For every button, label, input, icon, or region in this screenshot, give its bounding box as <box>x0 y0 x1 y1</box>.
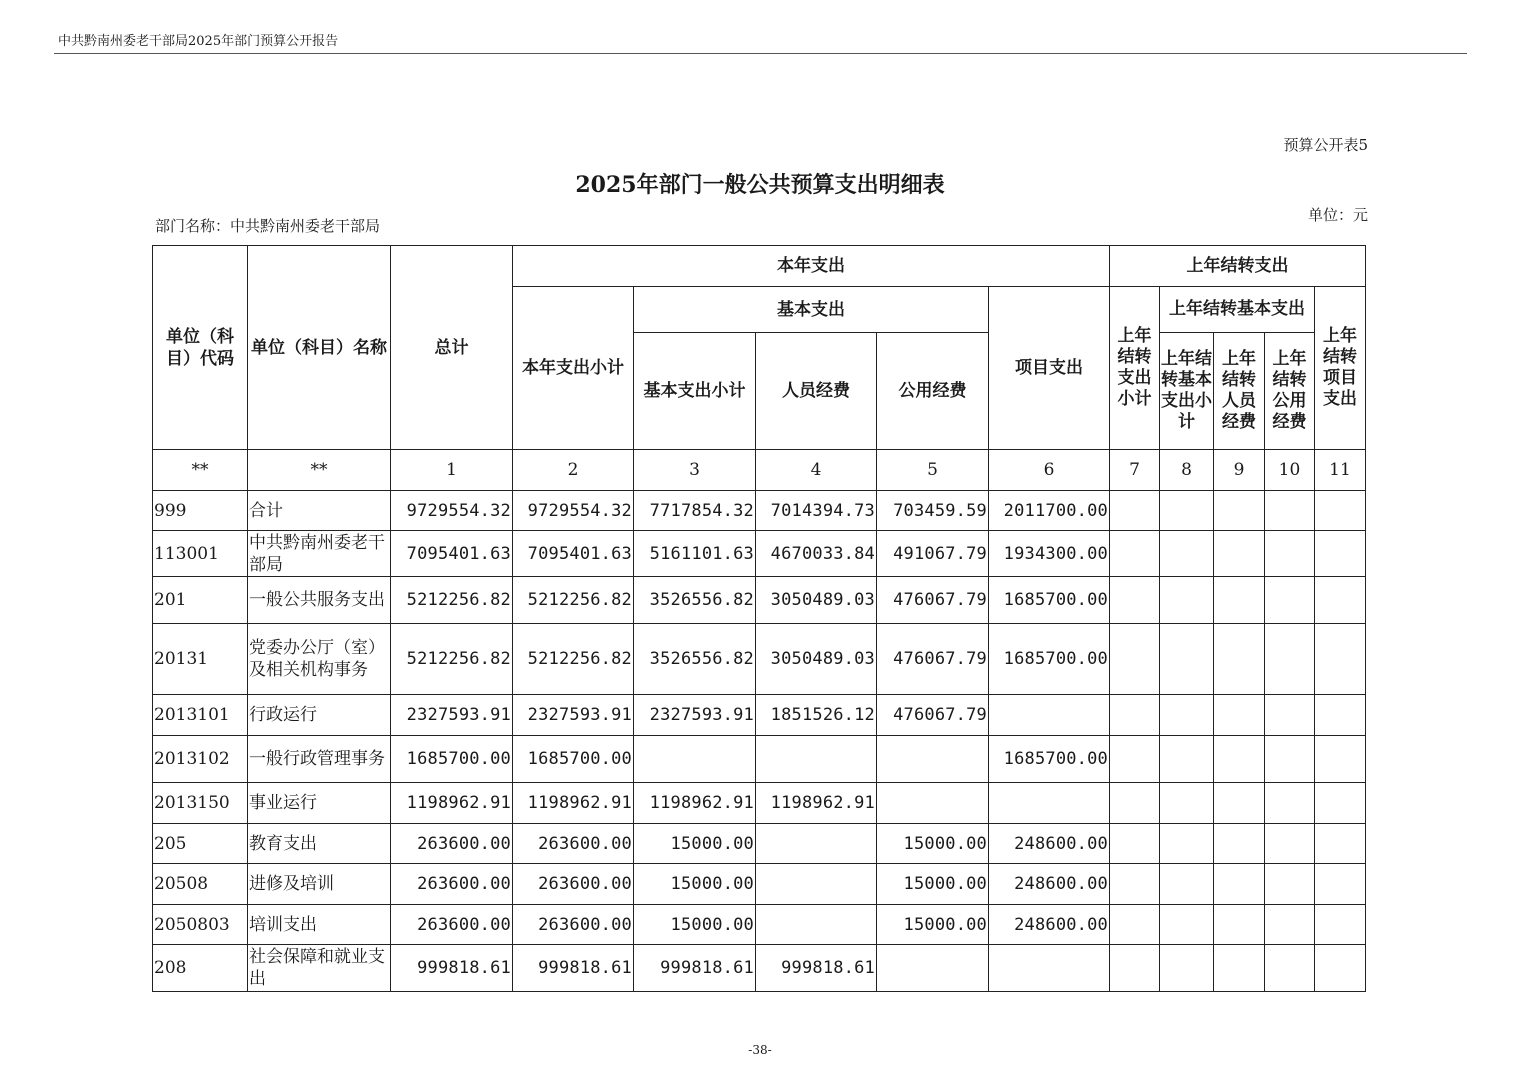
index-cell: 7 <box>1110 450 1160 491</box>
carryover-cell <box>1214 864 1265 905</box>
public-cell: 476067.79 <box>877 577 989 624</box>
carryover-cell <box>1315 624 1366 695</box>
department-name: 部门名称：中共黔南州委老干部局 <box>155 217 381 235</box>
carryover-cell <box>1214 531 1265 577</box>
document-title: 2025年部门一般公共预算支出明细表 <box>575 172 945 198</box>
header-carryover-public: 上年结转公用经费 <box>1265 333 1315 450</box>
personnel-cell: 3050489.03 <box>756 624 877 695</box>
header-basic: 基本支出 <box>634 287 989 333</box>
total-cell: 263600.00 <box>391 824 513 864</box>
basic-subtotal-cell: 15000.00 <box>634 864 756 905</box>
code-cell: 999 <box>153 491 248 531</box>
header-rule <box>54 53 1467 54</box>
total-cell: 7095401.63 <box>391 531 513 577</box>
carryover-cell <box>1110 695 1160 736</box>
carryover-cell <box>1160 824 1214 864</box>
total-cell: 2327593.91 <box>391 695 513 736</box>
table-row <box>153 736 1366 783</box>
personnel-cell: 999818.61 <box>756 945 877 992</box>
project-cell: 1685700.00 <box>989 624 1110 695</box>
carryover-cell <box>1214 577 1265 624</box>
personnel-cell: 3050489.03 <box>756 577 877 624</box>
header-code: 单位（科目）代码 <box>153 246 248 450</box>
personnel-cell <box>756 905 877 945</box>
header-carryover-personnel: 上年结转人员经费 <box>1214 333 1265 450</box>
code-cell: 205 <box>153 824 248 864</box>
name-cell: 行政运行 <box>248 695 391 736</box>
index-cell: 2 <box>513 450 634 491</box>
current-subtotal-cell: 2327593.91 <box>513 695 634 736</box>
currency-unit: 单位：元 <box>1307 206 1368 224</box>
personnel-cell: 7014394.73 <box>756 491 877 531</box>
project-cell: 2011700.00 <box>989 491 1110 531</box>
carryover-cell <box>1160 491 1214 531</box>
table-number: 预算公开表5 <box>1283 136 1368 154</box>
carryover-cell <box>1160 624 1214 695</box>
total-cell: 999818.61 <box>391 945 513 992</box>
total-cell: 5212256.82 <box>391 624 513 695</box>
basic-subtotal-cell: 15000.00 <box>634 905 756 945</box>
table-body <box>153 491 1366 992</box>
current-subtotal-cell: 999818.61 <box>513 945 634 992</box>
public-cell <box>877 945 989 992</box>
name-cell: 社会保障和就业支出 <box>248 945 391 992</box>
carryover-cell <box>1160 905 1214 945</box>
public-cell: 15000.00 <box>877 864 989 905</box>
carryover-cell <box>1315 824 1366 864</box>
basic-subtotal-cell <box>634 736 756 783</box>
total-cell: 263600.00 <box>391 864 513 905</box>
header-carryover-project: 上年结转项目支出 <box>1315 287 1366 450</box>
basic-subtotal-cell: 3526556.82 <box>634 577 756 624</box>
basic-subtotal-cell: 2327593.91 <box>634 695 756 736</box>
carryover-cell <box>1110 864 1160 905</box>
carryover-cell <box>1110 905 1160 945</box>
carryover-cell <box>1214 783 1265 824</box>
carryover-cell <box>1160 577 1214 624</box>
name-cell: 事业运行 <box>248 783 391 824</box>
index-cell: 6 <box>989 450 1110 491</box>
carryover-cell <box>1160 531 1214 577</box>
project-cell <box>989 783 1110 824</box>
carryover-cell <box>1315 945 1366 992</box>
carryover-cell <box>1110 624 1160 695</box>
code-cell: 201 <box>153 577 248 624</box>
total-cell: 5212256.82 <box>391 577 513 624</box>
personnel-cell <box>756 736 877 783</box>
carryover-cell <box>1265 945 1315 992</box>
name-cell: 党委办公厅（室）及相关机构事务 <box>248 624 391 695</box>
table-row <box>153 577 1366 624</box>
carryover-cell <box>1214 624 1265 695</box>
basic-subtotal-cell: 1198962.91 <box>634 783 756 824</box>
code-cell: 2013101 <box>153 695 248 736</box>
basic-subtotal-cell: 5161101.63 <box>634 531 756 577</box>
index-cell: 5 <box>877 450 989 491</box>
project-cell: 1934300.00 <box>989 531 1110 577</box>
index-cell: 9 <box>1214 450 1265 491</box>
total-cell: 1685700.00 <box>391 736 513 783</box>
index-cell: 3 <box>634 450 756 491</box>
current-subtotal-cell: 1198962.91 <box>513 783 634 824</box>
header-carryover-basic-subtotal: 上年结转基本支出小计 <box>1160 333 1214 450</box>
project-cell: 248600.00 <box>989 905 1110 945</box>
personnel-cell: 1198962.91 <box>756 783 877 824</box>
project-cell <box>989 945 1110 992</box>
carryover-cell <box>1265 905 1315 945</box>
index-cell: 4 <box>756 450 877 491</box>
carryover-cell <box>1265 864 1315 905</box>
index-cell: 8 <box>1160 450 1214 491</box>
basic-subtotal-cell: 999818.61 <box>634 945 756 992</box>
index-cell: 1 <box>391 450 513 491</box>
carryover-cell <box>1110 531 1160 577</box>
carryover-cell <box>1214 945 1265 992</box>
header-name: 单位（科目）名称 <box>248 246 391 450</box>
carryover-cell <box>1110 491 1160 531</box>
carryover-cell <box>1315 905 1366 945</box>
index-cell: 11 <box>1315 450 1366 491</box>
name-cell: 进修及培训 <box>248 864 391 905</box>
carryover-cell <box>1315 531 1366 577</box>
carryover-cell <box>1265 577 1315 624</box>
table-row <box>153 783 1366 824</box>
current-subtotal-cell: 5212256.82 <box>513 577 634 624</box>
code-cell: 208 <box>153 945 248 992</box>
carryover-cell <box>1265 531 1315 577</box>
personnel-cell <box>756 864 877 905</box>
carryover-cell <box>1265 736 1315 783</box>
public-cell: 15000.00 <box>877 905 989 945</box>
table-row <box>153 864 1366 905</box>
carryover-cell <box>1160 783 1214 824</box>
index-cell: 10 <box>1265 450 1315 491</box>
project-cell: 1685700.00 <box>989 736 1110 783</box>
carryover-cell <box>1315 695 1366 736</box>
current-subtotal-cell: 9729554.32 <box>513 491 634 531</box>
name-cell: 中共黔南州委老干部局 <box>248 531 391 577</box>
header-personnel: 人员经费 <box>756 333 877 450</box>
carryover-cell <box>1265 695 1315 736</box>
table-row <box>153 945 1366 992</box>
carryover-cell <box>1110 783 1160 824</box>
name-cell: 一般公共服务支出 <box>248 577 391 624</box>
code-cell: 2013102 <box>153 736 248 783</box>
carryover-cell <box>1214 736 1265 783</box>
carryover-cell <box>1265 491 1315 531</box>
carryover-cell <box>1110 736 1160 783</box>
name-cell: 教育支出 <box>248 824 391 864</box>
carryover-cell <box>1315 736 1366 783</box>
header-total: 总计 <box>391 246 513 450</box>
carryover-cell <box>1265 783 1315 824</box>
carryover-cell <box>1160 864 1214 905</box>
header-project: 项目支出 <box>989 287 1110 450</box>
index-cell: ** <box>153 450 248 491</box>
project-cell: 1685700.00 <box>989 577 1110 624</box>
carryover-cell <box>1160 736 1214 783</box>
table-row <box>153 695 1366 736</box>
table-row <box>153 824 1366 864</box>
current-subtotal-cell: 263600.00 <box>513 905 634 945</box>
header-carryover-subtotal: 上年结转支出小计 <box>1110 287 1160 450</box>
carryover-cell <box>1214 824 1265 864</box>
current-subtotal-cell: 263600.00 <box>513 864 634 905</box>
personnel-cell: 4670033.84 <box>756 531 877 577</box>
project-cell: 248600.00 <box>989 864 1110 905</box>
code-cell: 20508 <box>153 864 248 905</box>
basic-subtotal-cell: 3526556.82 <box>634 624 756 695</box>
carryover-cell <box>1160 695 1214 736</box>
basic-subtotal-cell: 15000.00 <box>634 824 756 864</box>
project-cell <box>989 695 1110 736</box>
header-current-subtotal: 本年支出小计 <box>513 287 634 450</box>
carryover-cell <box>1214 695 1265 736</box>
current-subtotal-cell: 1685700.00 <box>513 736 634 783</box>
public-cell: 476067.79 <box>877 624 989 695</box>
carryover-cell <box>1265 624 1315 695</box>
current-subtotal-cell: 263600.00 <box>513 824 634 864</box>
carryover-cell <box>1110 945 1160 992</box>
current-subtotal-cell: 5212256.82 <box>513 624 634 695</box>
public-cell: 703459.59 <box>877 491 989 531</box>
page-number: -38- <box>748 1043 772 1057</box>
total-cell: 1198962.91 <box>391 783 513 824</box>
name-cell: 培训支出 <box>248 905 391 945</box>
public-cell: 15000.00 <box>877 824 989 864</box>
total-cell: 263600.00 <box>391 905 513 945</box>
header-public: 公用经费 <box>877 333 989 450</box>
header-basic-subtotal: 基本支出小计 <box>634 333 756 450</box>
table-row <box>153 531 1366 577</box>
carryover-cell <box>1214 491 1265 531</box>
index-cell: ** <box>248 450 391 491</box>
carryover-cell <box>1214 905 1265 945</box>
public-cell <box>877 783 989 824</box>
project-cell: 248600.00 <box>989 824 1110 864</box>
carryover-cell <box>1315 577 1366 624</box>
header-carryover-basic: 上年结转基本支出 <box>1160 287 1315 333</box>
code-cell: 113001 <box>153 531 248 577</box>
running-header: 中共黔南州委老干部局2025年部门预算公开报告 <box>58 34 339 49</box>
public-cell <box>877 736 989 783</box>
carryover-cell <box>1315 783 1366 824</box>
total-cell: 9729554.32 <box>391 491 513 531</box>
name-cell: 合计 <box>248 491 391 531</box>
carryover-cell <box>1315 491 1366 531</box>
public-cell: 476067.79 <box>877 695 989 736</box>
carryover-cell <box>1315 864 1366 905</box>
name-cell: 一般行政管理事务 <box>248 736 391 783</box>
carryover-cell <box>1110 824 1160 864</box>
carryover-cell <box>1160 945 1214 992</box>
code-cell: 2013150 <box>153 783 248 824</box>
carryover-cell <box>1110 577 1160 624</box>
code-cell: 2050803 <box>153 905 248 945</box>
table-row <box>153 905 1366 945</box>
personnel-cell: 1851526.12 <box>756 695 877 736</box>
header-carryover: 上年结转支出 <box>1110 246 1366 287</box>
basic-subtotal-cell: 7717854.32 <box>634 491 756 531</box>
public-cell: 491067.79 <box>877 531 989 577</box>
budget-detail-table <box>152 245 1366 992</box>
current-subtotal-cell: 7095401.63 <box>513 531 634 577</box>
code-cell: 20131 <box>153 624 248 695</box>
personnel-cell <box>756 824 877 864</box>
carryover-cell <box>1265 824 1315 864</box>
header-current-year: 本年支出 <box>513 246 1110 287</box>
table-row <box>153 624 1366 695</box>
table-row <box>153 491 1366 531</box>
